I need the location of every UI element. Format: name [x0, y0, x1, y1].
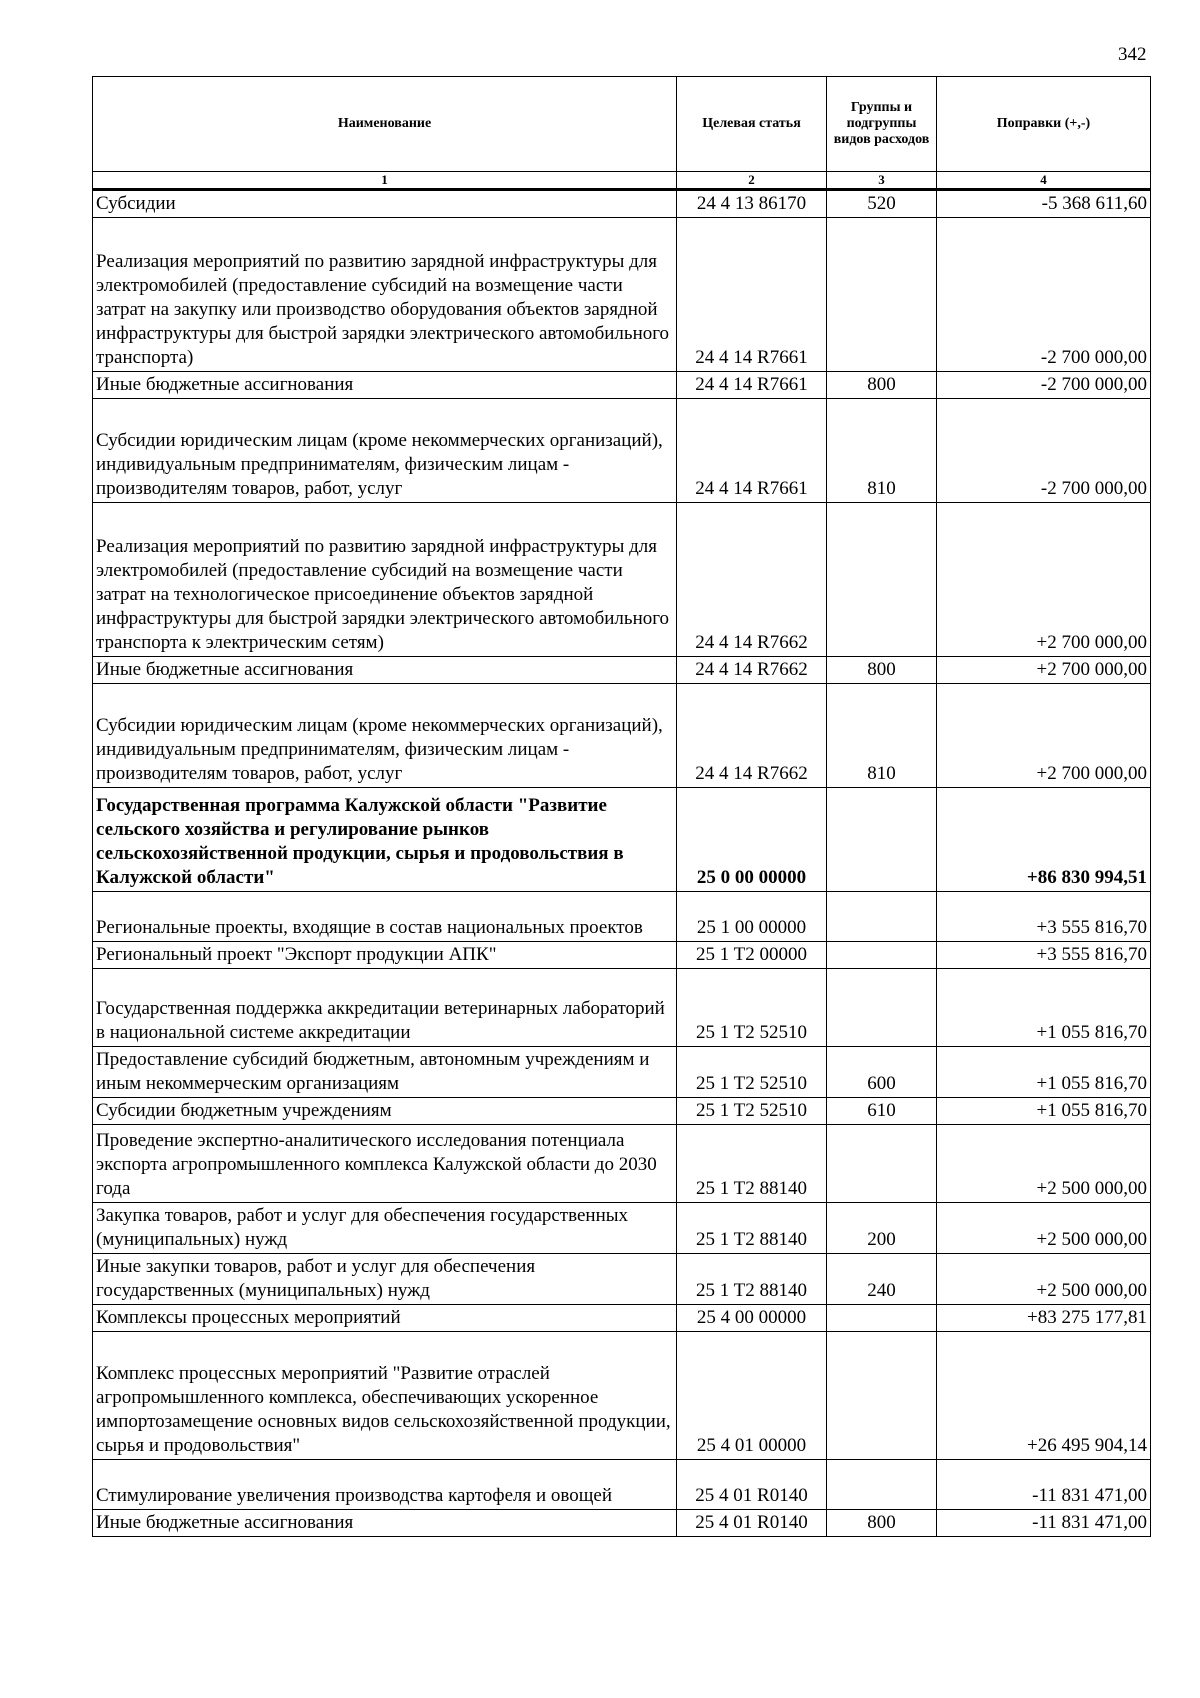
row-name: Комплексы процессных мероприятий: [93, 1305, 677, 1332]
row-name: Иные бюджетные ассигнования: [93, 1510, 677, 1537]
row-target-article: 25 4 01 R0140: [677, 1460, 827, 1510]
row-name: Региональные проекты, входящие в состав национальных проектов: [93, 892, 677, 942]
row-target-article: 25 1 T2 52510: [677, 1098, 827, 1125]
table-row: [93, 372, 1151, 399]
table-row: [93, 1332, 1151, 1460]
row-target-article: 24 4 14 R7662: [677, 503, 827, 657]
table-row: [93, 503, 1151, 657]
row-expense-group: [827, 969, 937, 1047]
row-amendment: +2 500 000,00: [937, 1125, 1151, 1203]
table-row: [93, 788, 1151, 892]
page-number: 342: [1118, 44, 1147, 65]
row-name: Предоставление субсидий бюджетным, автономным учреждениям и иным некоммерческим организациям: [93, 1047, 677, 1098]
column-number: 3: [827, 172, 937, 190]
table-row: [93, 190, 1151, 218]
row-name: Субсидии юридическим лицам (кроме некоммерческих организаций), индивидуальным предпринимателям, физическим лицам - производителям товаров, работ, услуг: [93, 684, 677, 788]
column-number: 1: [93, 172, 677, 190]
row-target-article: 24 4 14 R7661: [677, 372, 827, 399]
row-expense-group: [827, 942, 937, 969]
table-row: [93, 657, 1151, 684]
column-number-row: [93, 172, 1151, 190]
row-amendment: +83 275 177,81: [937, 1305, 1151, 1332]
row-target-article: 24 4 14 R7662: [677, 657, 827, 684]
table-row: [93, 684, 1151, 788]
row-amendment: +26 495 904,14: [937, 1332, 1151, 1460]
row-amendment: +86 830 994,51: [937, 788, 1151, 892]
column-number: 4: [937, 172, 1151, 190]
header-target-article: Целевая статья: [677, 77, 827, 172]
row-expense-group: 240: [827, 1254, 937, 1305]
row-target-article: 25 1 T2 88140: [677, 1203, 827, 1254]
row-amendment: +3 555 816,70: [937, 942, 1151, 969]
row-target-article: 25 1 00 00000: [677, 892, 827, 942]
row-amendment: -2 700 000,00: [937, 399, 1151, 503]
table-row: [93, 1460, 1151, 1510]
row-target-article: 24 4 14 R7662: [677, 684, 827, 788]
row-expense-group: 810: [827, 399, 937, 503]
table-row: [93, 1510, 1151, 1537]
header-amendments: Поправки (+,-): [937, 77, 1151, 172]
table-row: [93, 1305, 1151, 1332]
row-amendment: +3 555 816,70: [937, 892, 1151, 942]
header-row: [93, 77, 1151, 172]
row-target-article: 25 0 00 00000: [677, 788, 827, 892]
row-target-article: 24 4 13 86170: [677, 190, 827, 218]
row-expense-group: [827, 1332, 937, 1460]
row-expense-group: [827, 1460, 937, 1510]
row-target-article: 25 4 00 00000: [677, 1305, 827, 1332]
row-amendment: +2 700 000,00: [937, 657, 1151, 684]
row-target-article: 24 4 14 R7661: [677, 218, 827, 372]
row-expense-group: [827, 788, 937, 892]
row-expense-group: [827, 892, 937, 942]
row-amendment: -2 700 000,00: [937, 372, 1151, 399]
row-target-article: 25 1 T2 88140: [677, 1254, 827, 1305]
budget-amendments-table: [92, 76, 1151, 1537]
header-name: Наименование: [93, 77, 677, 172]
row-name: Государственная поддержка аккредитации ветеринарных лабораторий в национальной системе аккредитации: [93, 969, 677, 1047]
row-amendment: +2 700 000,00: [937, 684, 1151, 788]
row-expense-group: [827, 503, 937, 657]
row-target-article: 25 1 T2 88140: [677, 1125, 827, 1203]
header-expense-groups: Группы и подгруппы видов расходов: [827, 77, 937, 172]
table-row: [93, 1125, 1151, 1203]
row-expense-group: 810: [827, 684, 937, 788]
row-name: Комплекс процессных мероприятий "Развитие отраслей агропромышленного комплекса, обеспечивающих ускоренное импортозамещение основных видов сельскохозяйственной продукции, сырья и продовольствия": [93, 1332, 677, 1460]
row-name: Реализация мероприятий по развитию зарядной инфраструктуры для электромобилей (предоставление субсидий на возмещение части затрат на закупку или производство оборудования объектов зарядной инфраструктуры для быстрой зарядки электрического автомобильного транспорта): [93, 218, 677, 372]
row-amendment: -2 700 000,00: [937, 218, 1151, 372]
row-name: Субсидии юридическим лицам (кроме некоммерческих организаций), индивидуальным предпринимателям, физическим лицам - производителям товаров, работ, услуг: [93, 399, 677, 503]
row-expense-group: 800: [827, 1510, 937, 1537]
table-row: [93, 892, 1151, 942]
row-expense-group: 520: [827, 190, 937, 218]
table-row: [93, 942, 1151, 969]
table-row: [93, 218, 1151, 372]
row-amendment: +1 055 816,70: [937, 969, 1151, 1047]
row-name: Государственная программа Калужской области "Развитие сельского хозяйства и регулирование рынков сельскохозяйственной продукции, сырья и продовольствия в Калужской области": [93, 788, 677, 892]
row-expense-group: [827, 218, 937, 372]
row-target-article: 25 4 01 R0140: [677, 1510, 827, 1537]
row-amendment: +2 500 000,00: [937, 1203, 1151, 1254]
row-name: Региональный проект "Экспорт продукции АПК": [93, 942, 677, 969]
row-name: Иные закупки товаров, работ и услуг для обеспечения государственных (муниципальных) нужд: [93, 1254, 677, 1305]
row-amendment: -11 831 471,00: [937, 1460, 1151, 1510]
row-expense-group: 800: [827, 372, 937, 399]
table-row: [93, 1098, 1151, 1125]
row-name: Стимулирование увеличения производства картофеля и овощей: [93, 1460, 677, 1510]
row-expense-group: 800: [827, 657, 937, 684]
row-amendment: +2 500 000,00: [937, 1254, 1151, 1305]
row-expense-group: [827, 1305, 937, 1332]
row-name: Проведение экспертно-аналитического исследования потенциала экспорта агропромышленного комплекса Калужской области до 2030 года: [93, 1125, 677, 1203]
row-name: Закупка товаров, работ и услуг для обеспечения государственных (муниципальных) нужд: [93, 1203, 677, 1254]
row-name: Иные бюджетные ассигнования: [93, 657, 677, 684]
table-row: [93, 1047, 1151, 1098]
row-amendment: +1 055 816,70: [937, 1047, 1151, 1098]
row-expense-group: 200: [827, 1203, 937, 1254]
row-target-article: 24 4 14 R7661: [677, 399, 827, 503]
row-name: Субсидии бюджетным учреждениям: [93, 1098, 677, 1125]
table-body: [93, 190, 1151, 1537]
column-number: 2: [677, 172, 827, 190]
table-row: [93, 1254, 1151, 1305]
row-target-article: 25 1 T2 52510: [677, 969, 827, 1047]
table-row: [93, 399, 1151, 503]
row-amendment: +2 700 000,00: [937, 503, 1151, 657]
row-amendment: -5 368 611,60: [937, 190, 1151, 218]
row-name: Иные бюджетные ассигнования: [93, 372, 677, 399]
row-amendment: +1 055 816,70: [937, 1098, 1151, 1125]
row-expense-group: 600: [827, 1047, 937, 1098]
row-name: Субсидии: [93, 190, 677, 218]
row-target-article: 25 1 T2 00000: [677, 942, 827, 969]
row-expense-group: 610: [827, 1098, 937, 1125]
row-target-article: 25 1 T2 52510: [677, 1047, 827, 1098]
table-row: [93, 1203, 1151, 1254]
table-row: [93, 969, 1151, 1047]
row-target-article: 25 4 01 00000: [677, 1332, 827, 1460]
row-expense-group: [827, 1125, 937, 1203]
row-amendment: -11 831 471,00: [937, 1510, 1151, 1537]
row-name: Реализация мероприятий по развитию зарядной инфраструктуры для электромобилей (предоставление субсидий на возмещение части затрат на технологическое присоединение объектов зарядной инфраструктуры для быстрой зарядки электрического автомобильного транспорта к электрическим сетям): [93, 503, 677, 657]
